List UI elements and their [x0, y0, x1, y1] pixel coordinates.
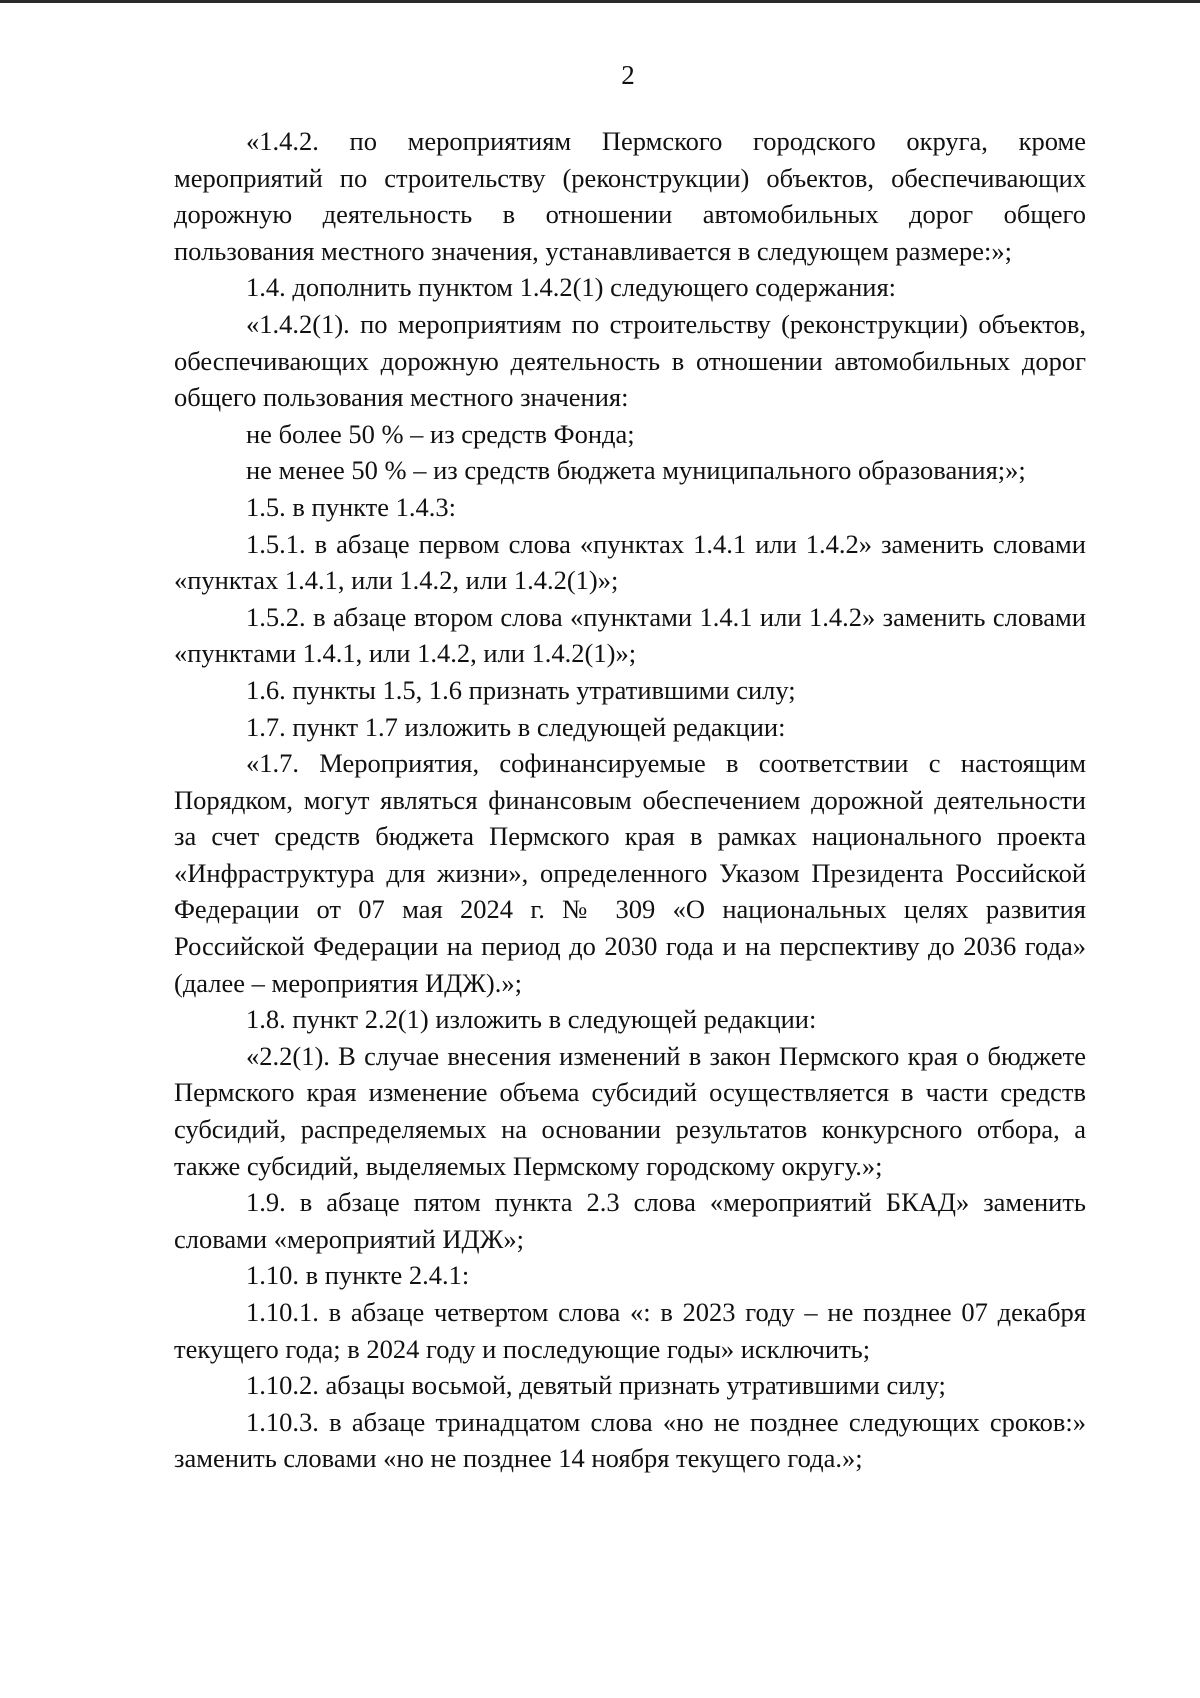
- document-body: [174, 123, 1086, 1477]
- paragraph: 1.10.2. абзацы восьмой, девятый признать утратившими силу;: [246, 1370, 946, 1401]
- paragraph: не более 50 % – из средств Фонда;: [246, 418, 635, 449]
- paragraph: «1.4.2(1). по мероприятиям по строительству (реконструкции) объектов, обеспечивающих дорожную деятельность в отношении автомобильных дорог общего пользования местного значения:: [174, 308, 1086, 413]
- paragraph: «1.7. Мероприятия, софинансируемые в соответствии с настоящим Порядком, могут являться финансовым обеспечением дорожной деятельности за счет средств бюджета Пермского края в рамках национального проекта «Инфраструктура для жизни», определенного Указом Президента Российской Федерации от 07 мая 2024 г. № 309 «О национальных целях развития Российской Федерации на период до 2030 года и на перспективу до 2036 года» (далее – мероприятия ИДЖ).»;: [174, 748, 1086, 998]
- paragraph: 1.7. пункт 1.7 изложить в следующей редакции:: [246, 711, 786, 742]
- page-number: 2: [621, 60, 635, 90]
- paragraph: 1.5.1. в абзаце первом слова «пунктах 1.4.1 или 1.4.2» заменить словами «пунктах 1.4.1, или 1.4.2, или 1.4.2(1)»;: [174, 528, 1086, 596]
- paragraph: 1.4. дополнить пунктом 1.4.2(1) следующего содержания:: [246, 272, 897, 303]
- paragraph: 1.10.3. в абзаце тринадцатом слова «но не позднее следующих сроков:» заменить словами «но не позднее 14 ноября текущего года.»;: [174, 1406, 1086, 1474]
- paragraph: 1.10. в пункте 2.4.1:: [246, 1260, 470, 1291]
- paragraph: «1.4.2. по мероприятиям Пермского городского округа, кроме мероприятий по строительству (реконструкции) объектов, обеспечивающих дорожную деятельность в отношении автомобильных дорог общего пользования местного значения, устанавливается в следующем размере:»;: [174, 126, 1086, 266]
- paragraph: 1.10.1. в абзаце четвертом слова «: в 2023 году – не позднее 07 декабря текущего года; в 2024 году и последующие годы» исключить;: [174, 1297, 1086, 1364]
- paragraph: 1.6. пункты 1.5, 1.6 признать утратившими силу;: [246, 674, 796, 705]
- paragraph: 1.5. в пункте 1.4.3:: [246, 491, 456, 522]
- paragraph: 1.5.2. в абзаце втором слова «пунктами 1.4.1 или 1.4.2» заменить словами «пунктами 1.4.1, или 1.4.2, или 1.4.2(1)»;: [174, 601, 1086, 669]
- paragraph: 1.9. в абзаце пятом пункта 2.3 слова «мероприятий БКАД» заменить словами «мероприятий ИДЖ»;: [174, 1187, 1086, 1254]
- paragraph: 1.8. пункт 2.2(1) изложить в следующей редакции:: [246, 1004, 817, 1035]
- scan-edge: [0, 0, 1200, 3]
- paragraph: не менее 50 % – из средств бюджета муниципального образования;»;: [246, 455, 1026, 486]
- paragraph: «2.2(1). В случае внесения изменений в закон Пермского края о бюджете Пермского края изменение объема субсидий осуществляется в части средств субсидий, распределяемых на основании результатов конкурсного отбора, а также субсидий, выделяемых Пермскому городскому округу.»;: [174, 1040, 1086, 1181]
